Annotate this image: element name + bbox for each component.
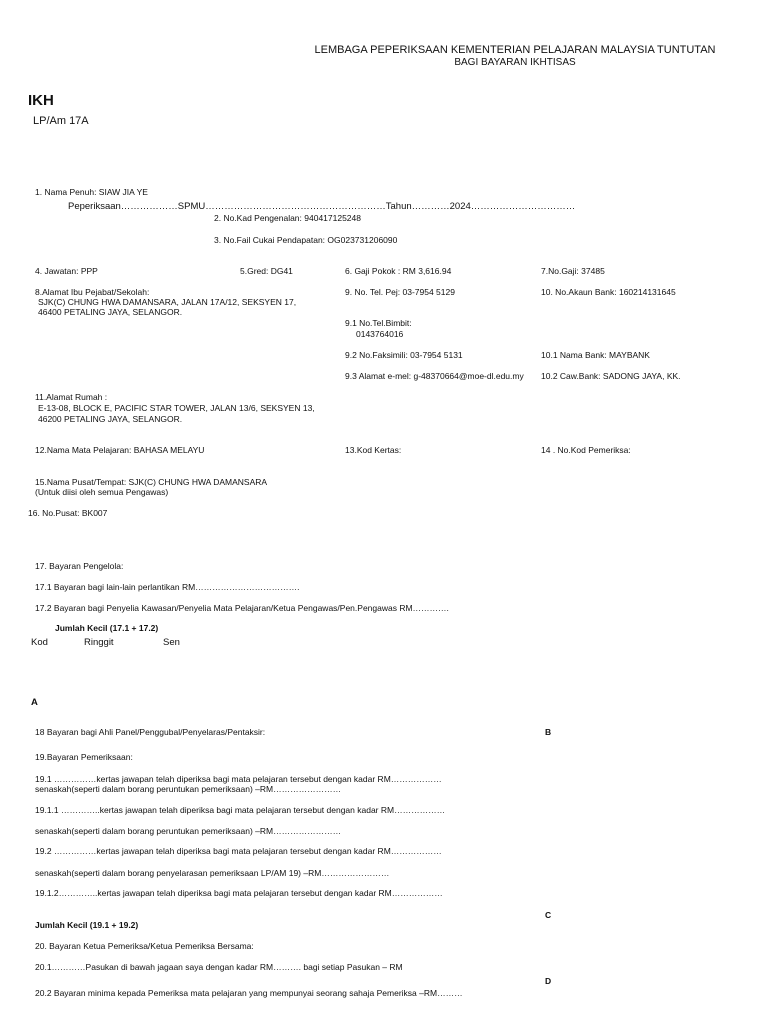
- form-code: IKH: [28, 92, 54, 109]
- item-19-2-note: senaskah(seperti dalam borang penyelarasan pemeriksaan LP/AM 19) –RM……………………: [35, 868, 390, 878]
- field-ic-number: 2. No.Kad Pengenalan: 940417125248: [214, 213, 361, 223]
- column-sen: Sen: [163, 637, 180, 648]
- field-home-address-line1: E-13-08, BLOCK E, PACIFIC STAR TOWER, JALAN 13/6, SEKSYEN 13,: [38, 403, 315, 413]
- item-20-2: 20.2 Bayaran minima kepada Pemeriksa mata pelajaran yang mempunyai seorang sahaja Pemeriksa –RM………: [35, 988, 463, 998]
- field-bank-account: 10. No.Akaun Bank: 160214131645: [541, 287, 676, 297]
- field-home-address-label: 11.Alamat Rumah :: [35, 392, 108, 402]
- field-position: 4. Jawatan: PPP: [35, 266, 98, 276]
- field-office-address-line1: SJK(C) CHUNG HWA DAMANSARA, JALAN 17A/12, SEKSYEN 17,: [38, 297, 297, 307]
- section-label-c: C: [545, 910, 552, 920]
- item-17-1: 17.1 Bayaran bagi lain-lain perlantikan RM……………………………….: [35, 582, 300, 592]
- section-17-title: 17. Bayaran Pengelola:: [35, 561, 124, 571]
- item-19-1-line2: senaskah(seperti dalam borang peruntukan pemeriksaan) –RM……………………: [35, 784, 342, 794]
- form-header-line2: BAGI BAYARAN IKHTISAS: [454, 57, 576, 68]
- field-bank-name: 10.1 Nama Bank: MAYBANK: [541, 350, 650, 360]
- field-mobile-value: 0143764016: [356, 329, 404, 339]
- field-centre-name: 15.Nama Pusat/Tempat: SJK(C) CHUNG HWA DAMANSARA: [35, 477, 268, 487]
- item-19-2: 19.2 ……………kertas jawapan telah diperiksa bagi mata pelajaran tersebut dengan kadar RM………………: [35, 846, 442, 856]
- section-label-b: B: [545, 727, 552, 737]
- form-number: LP/Am 17A: [33, 115, 89, 127]
- form-header-line1: LEMBAGA PEPERIKSAAN KEMENTERIAN PELAJARAN MALAYSIA TUNTUTAN: [314, 44, 716, 56]
- field-examiner-code: 14 . No.Kod Pemeriksa:: [541, 445, 631, 455]
- item-19-1-2: 19.1.2…………..kertas jawapan telah diperiksa bagi mata pelajaran tersebut dengan kadar RM………………: [35, 888, 443, 898]
- field-office-address-label: 8.Alamat Ibu Pejabat/Sekolah:: [35, 287, 150, 297]
- subtotal-17: Jumlah Kecil (17.1 + 17.2): [55, 623, 159, 633]
- field-mobile-label: 9.1 No.Tel.Bimbit:: [345, 318, 412, 328]
- field-exam-line: Peperiksaan………………SPMU…………………………………………………Tahun…………2024……………………………: [68, 201, 576, 212]
- field-paper-code: 13.Kod Kertas:: [345, 445, 402, 455]
- field-office-address-line2: 46400 PETALING JAYA, SELANGOR.: [38, 307, 183, 317]
- field-centre-number: 16. No.Pusat: BK007: [28, 508, 108, 518]
- field-email: 9.3 Alamat e-mel: g-48370664@moe-dl.edu.my: [345, 371, 524, 381]
- column-ringgit: Ringgit: [84, 637, 114, 648]
- section-20-title: 20. Bayaran Ketua Pemeriksa/Ketua Pemeriksa Bersama:: [35, 941, 254, 951]
- subtotal-19: Jumlah Kecil (19.1 + 19.2): [35, 920, 139, 930]
- column-kod: Kod: [31, 637, 48, 648]
- item-19-1-line1: 19.1 ……………kertas jawapan telah diperiksa bagi mata pelajaran tersebut dengan kadar RM………………: [35, 774, 442, 784]
- field-home-address-line2: 46200 PETALING JAYA, SELANGOR.: [38, 414, 183, 424]
- item-17-2: 17.2 Bayaran bagi Penyelia Kawasan/Penyelia Mata Pelajaran/Ketua Pengawas/Pen.Pengawas RM………….: [35, 603, 449, 613]
- section-label-a: A: [31, 697, 38, 708]
- item-20-1: 20.1…………Pasukan di bawah jagaan saya dengan kadar RM………. bagi setiap Pasukan – RM: [35, 962, 403, 972]
- section-label-d: D: [545, 976, 552, 986]
- field-basic-salary: 6. Gaji Pokok : RM 3,616.94: [345, 266, 452, 276]
- field-office-phone: 9. No. Tel. Pej: 03-7954 5129: [345, 287, 455, 297]
- field-grade: 5.Gred: DG41: [240, 266, 293, 276]
- item-19-1-1: 19.1.1 …………..kertas jawapan telah diperiksa bagi mata pelajaran tersebut dengan kadar RM………………: [35, 805, 446, 815]
- item-19-1-1-note: senaskah(seperti dalam borang peruntukan pemeriksaan) –RM……………………: [35, 826, 342, 836]
- field-subject-name: 12.Nama Mata Pelajaran: BAHASA MELAYU: [35, 445, 205, 455]
- field-tax-file: 3. No.Fail Cukai Pendapatan: OG023731206090: [214, 235, 398, 245]
- field-bank-branch: 10.2 Caw.Bank: SADONG JAYA, KK.: [541, 371, 681, 381]
- section-19-title: 19.Bayaran Pemeriksaan:: [35, 752, 133, 762]
- field-salary-number: 7.No.Gaji: 37485: [541, 266, 605, 276]
- item-18: 18 Bayaran bagi Ahli Panel/Penggubal/Penyelaras/Pentaksir:: [35, 727, 266, 737]
- field-centre-note: (Untuk diisi oleh semua Pengawas): [35, 487, 169, 497]
- field-fax: 9.2 No.Faksimili: 03-7954 5131: [345, 350, 463, 360]
- field-full-name: 1. Nama Penuh: SIAW JIA YE: [35, 187, 148, 197]
